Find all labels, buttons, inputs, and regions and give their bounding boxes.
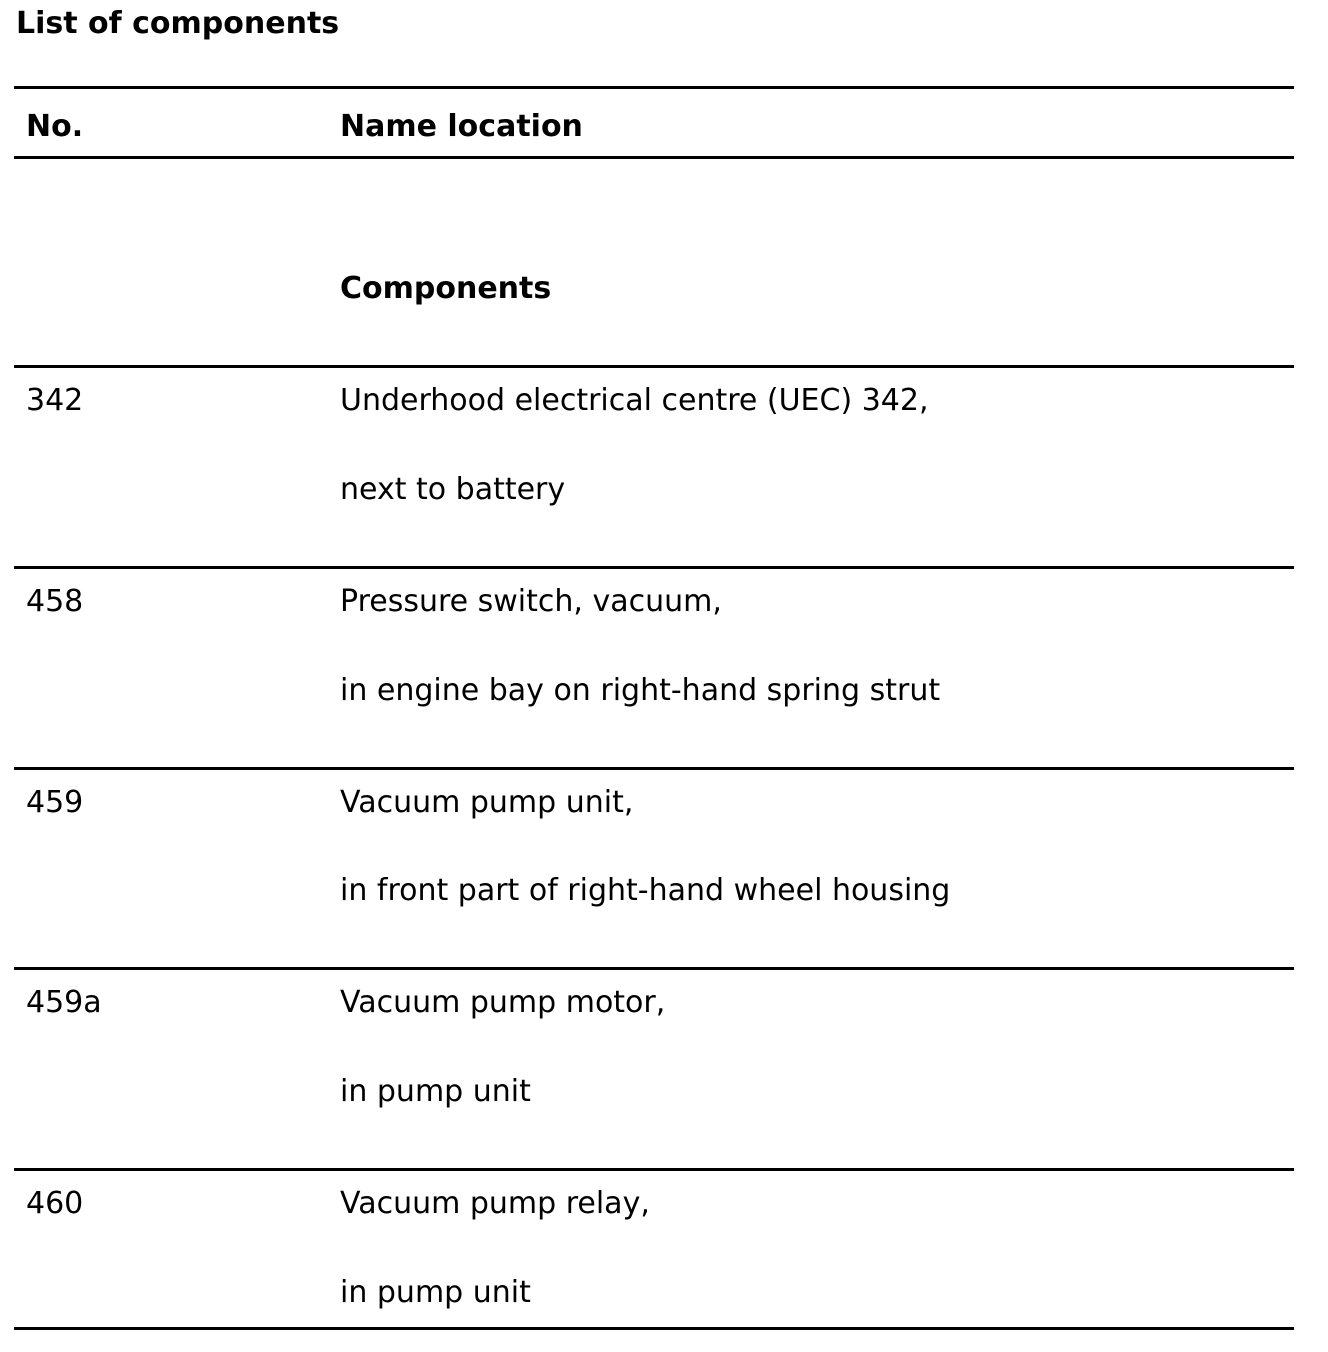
row-divider	[14, 1168, 1294, 1171]
row-number: 460	[26, 1186, 84, 1221]
row-name: Vacuum pump unit,	[340, 785, 634, 820]
row-divider	[14, 767, 1294, 770]
header-name-location: Name location	[340, 109, 583, 144]
page-title: List of components	[16, 6, 340, 41]
row-number: 459a	[26, 985, 102, 1020]
row-location: in pump unit	[340, 1074, 531, 1109]
row-number: 458	[26, 584, 84, 619]
table-top-rule	[14, 86, 1294, 89]
row-location: in pump unit	[340, 1275, 531, 1310]
header-no: No.	[26, 109, 84, 144]
section-heading: Components	[340, 271, 552, 306]
header-bottom-rule	[14, 156, 1294, 159]
table-bottom-rule	[14, 1327, 1294, 1330]
row-location: next to battery	[340, 472, 566, 507]
row-name: Vacuum pump relay,	[340, 1186, 650, 1221]
row-number: 342	[26, 383, 84, 418]
row-divider	[14, 365, 1294, 368]
row-divider	[14, 967, 1294, 970]
row-divider	[14, 566, 1294, 569]
row-name: Pressure switch, vacuum,	[340, 584, 722, 619]
row-name: Underhood electrical centre (UEC) 342,	[340, 383, 929, 418]
row-name: Vacuum pump motor,	[340, 985, 666, 1020]
row-location: in engine bay on right-hand spring strut	[340, 673, 941, 708]
row-number: 459	[26, 785, 84, 820]
row-location: in front part of right-hand wheel housing	[340, 873, 951, 908]
